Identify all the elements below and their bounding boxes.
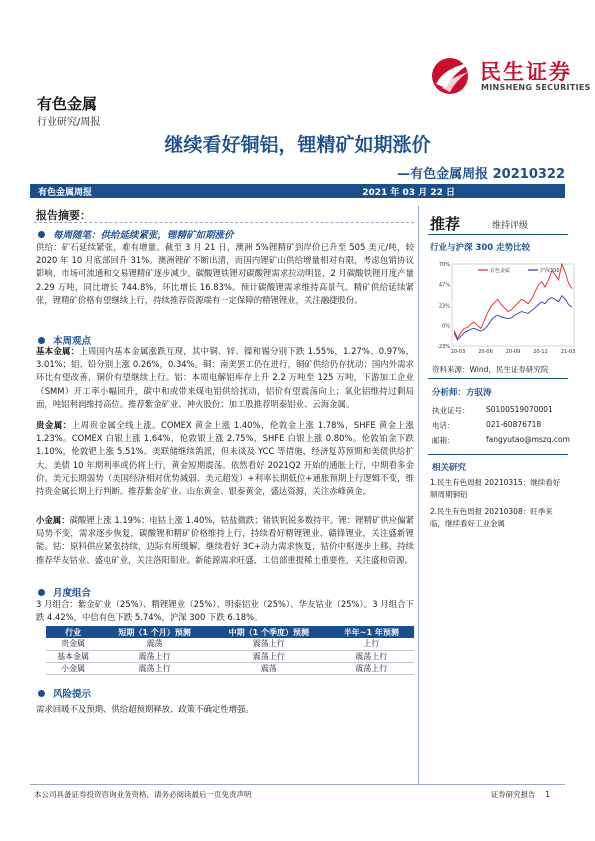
x-tick-label: 20-06	[478, 349, 493, 355]
divider	[428, 454, 568, 455]
bullet-icon	[38, 589, 45, 596]
bullet-icon	[38, 690, 45, 697]
table-cell: 上行	[329, 638, 414, 650]
table-row	[46, 638, 414, 650]
table-cell: 贵金属	[46, 638, 100, 650]
related-item[interactable]: 2.民生有色周报 20210308：旺季来临，继续看好工业金属	[430, 507, 553, 528]
brand-name-en: MINSHENG SECURITIES	[481, 83, 591, 92]
series-line	[454, 296, 572, 340]
x-tick-label: 20-12	[533, 349, 548, 355]
section-view-base: 基本金属：上周国内基本金属涨跌互现，其中铜、锌、镍和锡分别下跌 1.55%，1.27%、0.97%，3.01%；铝、铅分别上涨 0.26%，0.34%。铜：南美罢工仍在进行，铜矿供给仍存扰动；国内外需求环比有望改善，铜价有望继续上行。铝：本周电解铝库存上升 2.2 万吨至 125 万吨，下游加工企业（SMM）开工率小幅回升，碳中和或带来煤电铝供给扰动，铝价有望震荡向上；氧化铝维持过剩局面，吨铝利润维持高位。推荐紫金矿业、神火股份；加工股推荐明泰铝业、云海金属。	[36, 346, 415, 409]
chart-source: 资料来源：Wind，民生证券研究院	[432, 365, 549, 374]
column-divider	[418, 206, 419, 784]
y-tick-label: 0%	[442, 323, 450, 330]
section-risk-text: 需求回暖不及预期、供给超预期释放、政策不确定性增强。	[36, 704, 254, 714]
brand-name-cn: 民生证券	[480, 60, 572, 84]
section-view-title: 本周观点	[38, 333, 91, 347]
table-cell: 震荡	[209, 662, 329, 674]
table-cell: 震荡	[100, 638, 209, 650]
table-cell: 震荡上行	[209, 638, 329, 650]
industry-label: 有色金属	[37, 95, 98, 113]
trend-chart	[428, 256, 578, 360]
footer-label: 证券研究报告 1	[490, 790, 550, 799]
report-title: 继续看好铜铝，锂精矿如期涨价	[164, 134, 431, 156]
minsheng-logo-icon	[428, 54, 476, 96]
table-row	[46, 662, 414, 674]
section-view-precious: 贵金属：上周贵金属全线上涨。COMEX 黄金上涨 1.40%，伦敦金上涨 1.78%，SHFE 黄金上涨 1.23%。COMEX 白银上涨 1.64%，伦敦银上涨 2.75%，SHFE 白银上涨 0.80%。伦敦铂金下跌 1.10%，伦敦钯上涨 5.51%。美联储继续鸽派，但未谈及 YCC 等措施，经济复苏预期和美债供给扩大，美债 10 年期利率或仍将上行，黄金短期震荡。依然看好 2021Q2 开始的通胀上行，中期看多金价。美元长期弱势（美国经济相对优势减弱、美元超发）+利率长期低位+通胀预期上行逻辑不变，维持贵金属长期上行判断。推荐紫金矿业、山东黄金、银泰黄金，盛达资源，关注赤峰黄金。	[36, 420, 414, 497]
y-tick-label: 23%	[438, 303, 450, 310]
legend-label: 沪深300	[540, 268, 560, 274]
table-cell: 震荡上行	[100, 662, 209, 674]
chart-title: 行业与沪深 300 走势比较	[430, 243, 531, 253]
report-banner	[30, 184, 565, 198]
related-title: 相关研究	[432, 463, 467, 473]
analyst-title: 分析师：方驭涛	[432, 388, 492, 398]
legend-label: 有色金属	[490, 268, 511, 274]
table-row	[46, 650, 414, 662]
table-header-cell: 行业	[46, 626, 100, 638]
table-cell: 震荡上行	[209, 650, 329, 662]
bullet-icon	[38, 337, 45, 344]
section-monthly-text: 3 月组合：紫金矿业（25%）、精锂锂业（25%）、明泰铝业（25%）、华友钴业（25%）。3 月组合下跌 4.42%，中信有色下跌 5.74%，沪深 300 下跌 6.18%。	[36, 599, 414, 623]
section-risk-title: 风险提示	[38, 686, 91, 700]
analyst-phone: 电话： 021-60876718	[432, 420, 542, 430]
banner-label: 有色金属周报	[38, 188, 93, 198]
x-tick-label: 20-03	[450, 349, 466, 355]
footer-disclaimer: 本公司具备证券投资咨询业务资格，请务必阅读最后一页免责声明	[34, 790, 252, 799]
x-tick-label: 21-03	[560, 349, 576, 355]
recommend-label: 推荐	[430, 215, 461, 233]
table-cell: 基本金属	[46, 650, 100, 662]
report-date: 2021 年 03 月 22 日	[362, 188, 455, 198]
x-tick-label: 20-09	[505, 349, 521, 355]
table-cell: 小金属	[46, 662, 100, 674]
section-weekly-title: 每周随笔：供给延续紧张，锂精矿如期涨价	[38, 227, 234, 241]
section-monthly-title: 月度组合	[38, 585, 91, 599]
report-type: 行业研究/周报	[37, 117, 101, 128]
footer-divider	[30, 784, 565, 785]
y-tick-label: 70%	[438, 262, 450, 268]
table-cell: 震荡上行	[329, 650, 414, 662]
series-line	[454, 264, 572, 338]
table-header-cell: 短期（1 个月）预测	[100, 626, 209, 638]
table-header-cell: 中期（1 个季度）预测	[209, 626, 329, 638]
table-cell: 震荡上行	[100, 650, 209, 662]
analyst-email[interactable]: 邮箱： fangyutao@mszq.com	[432, 435, 570, 445]
bullet-icon	[38, 231, 45, 238]
section-view-minor: 小金属：碳酸锂上涨 1.19%；电钴上涨 1.40%，钴盐微跌；锗铁钒锐多数持平。锂：锂精矿供应偏紧局势不变，需求逐步恢复，碳酸锂和精矿价格维持上行，持续看好精锂锂业、赣锋锂业，关注盛新锂能。钴：原料供应紧张持续，边际有所缓解，继续看好 3C+动力需求恢复，钴价中枢逐步上移，持续推荐华友钴业、盛屯矿业，关注洛阳钼业。新能源需求旺盛，工信部重提稀土重要性，关注盛和资源。	[36, 515, 414, 565]
table-header-row	[46, 626, 414, 638]
divider	[428, 378, 568, 379]
rating-label: 维持评级	[492, 221, 529, 231]
section-weekly-text: 供给：矿石延续紧张，难有增量。截至 3 月 21 日，澳洲 5%锂精矿到岸价已升至 505 美元/吨，较 2020 年 10 月底部回升 31%。澳洲锂矿不断出清，而国内锂矿山供给增量相对有限，考虑包销协议影响，市场可流通和交易锂精矿逐步减少。碳酸锂铁锂对碳酸锂需求拉动明显，2 月碳酸铁锂月度产量 2.29 万吨，同比增长 744.8%，环比增长 16.83%。预计碳酸锂需求维持高景气。精矿供给延续紧张，锂精矿价格有望继续上行，持续推荐资源端有一定保障的精锂锂业，关注融捷股份。	[36, 242, 414, 305]
forecast-table	[46, 626, 414, 675]
y-tick-label: -23%	[437, 344, 450, 350]
report-subtitle: —有色金属周报 20210322	[397, 167, 565, 182]
y-tick-label: 47%	[438, 282, 450, 289]
divider	[428, 234, 568, 235]
page-number: 1	[545, 790, 550, 799]
abstract-title: 报告摘要：	[36, 209, 91, 222]
divider	[34, 222, 414, 223]
related-item[interactable]: 1.民生有色周报 20210315：继续看好顺周期铜铝	[430, 478, 561, 499]
table-header-cell: 半年~1 年预测	[329, 626, 414, 638]
table-cell: 震荡上行	[329, 662, 414, 674]
analyst-license: 执业证号： S0100519070001	[432, 405, 553, 415]
